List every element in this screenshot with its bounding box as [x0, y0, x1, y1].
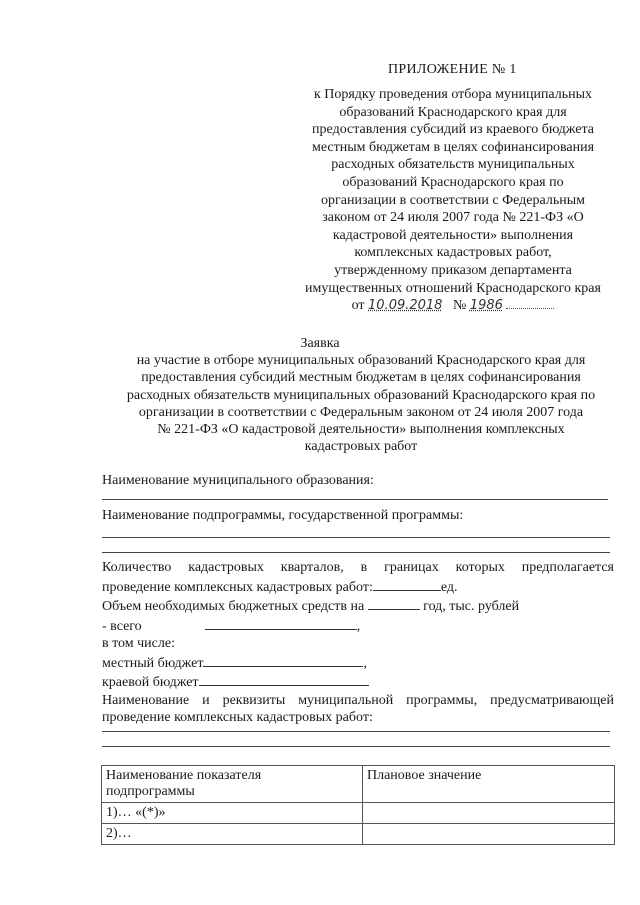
local-budget-line [102, 653, 614, 673]
handwritten-number: 1986 [469, 298, 503, 314]
table-row [102, 803, 615, 824]
table-header-row [102, 766, 615, 803]
program-line-2: проведение комплексных кадастровых работ: [102, 710, 373, 725]
quarters-count-field[interactable] [373, 577, 441, 591]
quarters-line-1: Количество кадастровых кварталов, в границах которых предполагается [102, 560, 614, 575]
local-budget-field[interactable] [203, 653, 363, 667]
total-line [102, 616, 614, 636]
indicator-name-cell[interactable]: 2)… [102, 824, 363, 845]
local-budget-label: местный бюджет [102, 655, 204, 671]
municipality-field[interactable] [102, 499, 608, 500]
indicator-name-header [102, 766, 363, 803]
application-description [98, 352, 624, 456]
handwritten-date: 10.09.2018 [368, 298, 443, 314]
total-comma: , [356, 618, 361, 634]
quarters-budget-block [102, 559, 614, 727]
appendix-line: организации в соответствии с Федеральным [321, 192, 585, 208]
total-label: - всего [102, 618, 142, 634]
appendix-line: утвержденному приказом департамента [334, 262, 572, 278]
regional-budget-line [102, 672, 614, 692]
subprogram-label: Наименование подпрограммы, государственной программы: [102, 508, 464, 523]
appendix-line: образований Краснодарского края по [342, 174, 564, 190]
appendix-line: имущественных отношений Краснодарского края [305, 280, 601, 296]
appendix-reference [292, 86, 614, 315]
total-field[interactable] [205, 616, 357, 630]
including-label: в том числе: [102, 636, 175, 651]
number-prefix: № [452, 298, 467, 314]
application-heading: Заявка [300, 336, 340, 351]
application-line: № 221-ФЗ «О кадастровой деятельности» выполнения комплексных [157, 422, 565, 438]
appendix-line: к Порядку проведения отбора муниципальных [313, 87, 593, 102]
budget-label: Объем необходимых бюджетных средств на [102, 599, 365, 614]
application-line: предоставления субсидий местным бюджетам в целях софинансирования [141, 370, 581, 386]
program-field-line-2[interactable] [102, 746, 610, 747]
appendix-line: местным бюджетам в целях софинансирования [311, 139, 595, 155]
indicators-table [101, 765, 615, 845]
application-line: кадастровых работ [304, 439, 418, 455]
order-date-number [352, 297, 555, 315]
appendix-line: расходных обязательств муниципальных [331, 157, 575, 173]
regional-budget-label: краевой бюджет [102, 675, 199, 690]
application-line: расходных обязательств муниципальных образований Краснодарского края по [126, 387, 596, 403]
subprogram-field-line-2[interactable] [102, 552, 610, 553]
program-line-1: Наименование и реквизиты муниципальной программы, предусматривающей [102, 692, 614, 708]
quarters-label: проведение комплексных кадастровых работ: [102, 579, 373, 595]
municipality-label: Наименование муниципального образования: [102, 473, 374, 488]
local-budget-comma: , [363, 655, 367, 671]
table-row [102, 824, 615, 845]
application-line: на участие в отборе муниципальных образований Краснодарского края для [136, 353, 586, 368]
date-prefix: от [351, 298, 365, 314]
quarters-unit: ед. [440, 579, 458, 595]
header-line: Наименование показателя [106, 768, 262, 783]
appendix-line: кадастровой деятельности» выполнения [332, 227, 574, 243]
quarters-line-2 [102, 577, 614, 597]
budget-year-field[interactable] [368, 596, 420, 610]
subprogram-field-line-1[interactable] [102, 537, 610, 538]
planned-value-cell[interactable] [363, 824, 615, 845]
budget-suffix: год, тыс. рублей [423, 599, 520, 614]
header-line: подпрограммы [106, 784, 195, 799]
planned-value-header: Плановое значение [363, 766, 615, 803]
appendix-line: комплексных кадастровых работ, [354, 245, 552, 261]
planned-value-cell[interactable] [363, 803, 615, 824]
indicator-name-cell[interactable]: 1)… «(*)» [102, 803, 363, 824]
appendix-line: образований Краснодарского края для [339, 104, 567, 120]
budget-line [102, 596, 614, 616]
program-field-line-1[interactable] [102, 731, 610, 732]
regional-budget-field[interactable] [199, 672, 369, 686]
application-line: организации в соответствии с Федеральным законом от 24 июля 2007 года [138, 404, 584, 420]
appendix-line: предоставления субсидий из краевого бюджета [312, 122, 594, 138]
appendix-line: законом от 24 июля 2007 года № 221-ФЗ «О [322, 210, 584, 226]
appendix-title: ПРИЛОЖЕНИЕ № 1 [388, 62, 517, 77]
